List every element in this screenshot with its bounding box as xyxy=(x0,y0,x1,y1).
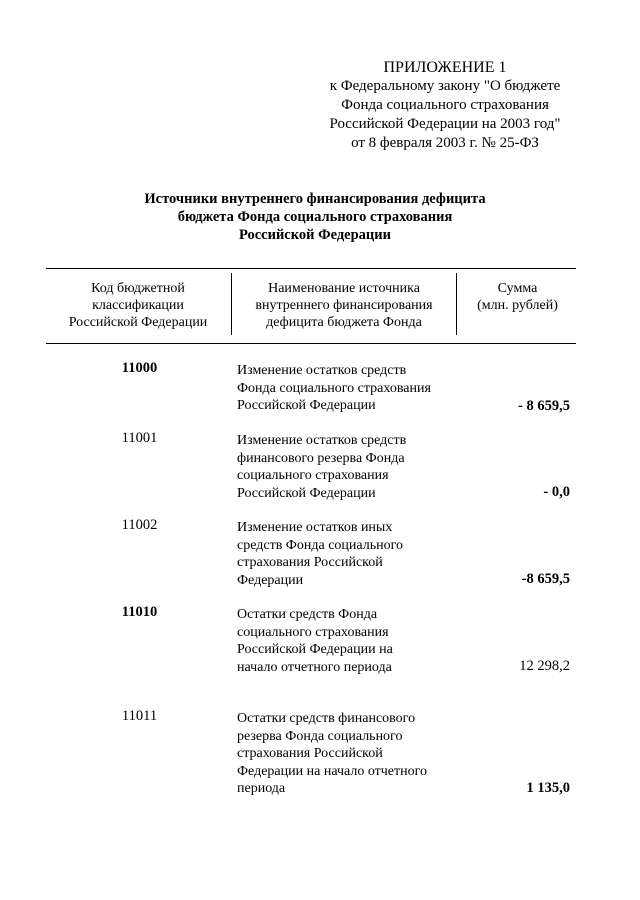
row-code: 11001 xyxy=(121,430,158,446)
row-code: 11000 xyxy=(121,360,158,376)
column-divider xyxy=(456,273,457,335)
appendix-line: к Федеральному закону "О бюджете xyxy=(329,78,561,94)
row-name: Остатки средств Фонда социального страхования Российской Федерации на начало отчетного периода xyxy=(237,607,393,675)
table-header-rule xyxy=(46,343,576,344)
appendix-heading: ПРИЛОЖЕНИЕ 1 xyxy=(383,59,507,76)
row-name: Изменение остатков иных средств Фонда социального страхования Российской Федерации xyxy=(237,520,403,588)
row-name: Изменение остатков средств финансового резерва Фонда социального страхования Российской Федерации xyxy=(237,433,407,501)
row-code: 11002 xyxy=(121,517,158,533)
title-line: Российской Федерации xyxy=(238,227,391,243)
row-sum: 12 298,2 xyxy=(519,658,570,674)
header-code: Код бюджетной классификации Российской Федерации xyxy=(68,281,208,330)
table-top-rule xyxy=(46,268,576,269)
appendix-header xyxy=(300,58,590,153)
row-sum: 1 135,0 xyxy=(526,780,570,796)
appendix-line: от 8 февраля 2003 г. № 25-ФЗ xyxy=(351,135,539,151)
row-code: 11010 xyxy=(121,604,158,620)
appendix-line: Российской Федерации на 2003 год" xyxy=(329,116,561,132)
appendix-line: Фонда социального страхования xyxy=(341,97,549,113)
row-name: Остатки средств финансового резерва Фонда социального страхования Российской Федерации на начало отчетного периода xyxy=(237,711,428,796)
row-sum: -8 659,5 xyxy=(521,571,570,587)
column-divider xyxy=(231,273,232,335)
header-sum: Сумма (млн. рублей) xyxy=(477,281,558,313)
row-code: 11011 xyxy=(121,708,158,724)
title-line: Источники внутреннего финансирования дефицита xyxy=(144,191,486,207)
title-line: бюджета Фонда социального страхования xyxy=(177,209,453,225)
row-name: Изменение остатков средств Фонда социального страхования Российской Федерации xyxy=(237,363,431,413)
document-title xyxy=(80,190,550,244)
header-name: Наименование источника внутреннего финансирования дефицита бюджета Фонда xyxy=(255,281,433,330)
row-sum: - 0,0 xyxy=(543,484,570,500)
row-sum: - 8 659,5 xyxy=(518,398,570,414)
